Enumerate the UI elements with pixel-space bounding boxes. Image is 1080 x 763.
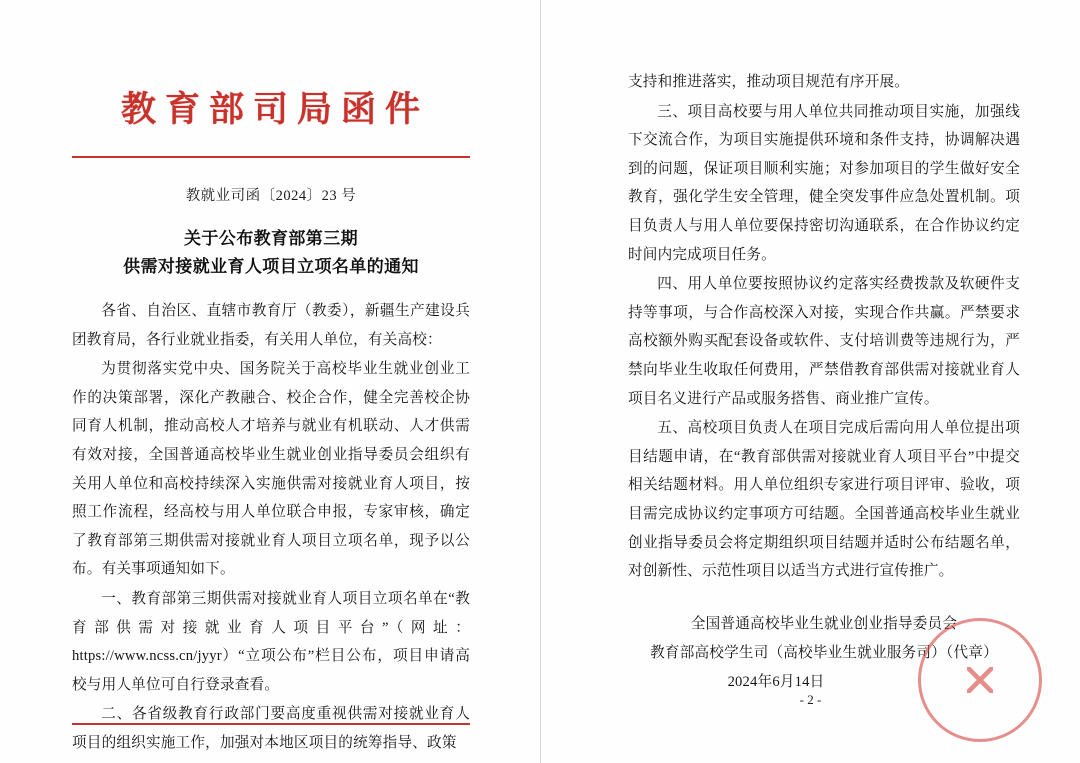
paragraph-item-4: 四、用人单位要按照协议约定落实经费拨款及软硬件支持等事项，与合作高校深入对接，实现合作共赢。严禁要求高校额外购买配套设备或软件、支付培训费等违规行为，严禁向毕业生收取任何费用，严禁借教育部供需对接就业育人项目名义进行产品或服务搭售、商业推广宣传。 (628, 276, 1020, 407)
paragraph-item-3: 三、项目高校要与用人单位共同推动项目实施，加强线下交流合作，为项目实施提供环境和条件支持，协调解决遇到的问题，保证项目顺利实施；对参加项目的学生做好安全教育，强化学生安全管理，健全突发事件应急处置机制。项目负责人与用人单位要保持密切沟通联系，在合作协议约定时间内完成项目任务。 (628, 103, 1020, 263)
paragraph-addressees: 各省、自治区、直辖市教育厅（教委），新疆生产建设兵团教育局，各行业就业指委，有关用人单位，有关高校： (72, 303, 470, 348)
paragraph-item-2-cont: 支持和推进落实，推动项目规范有序开展。 (628, 74, 910, 90)
paragraph-item-1: 一、教育部第三期供需对接就业育人项目立项名单在“教育部供需对接就业育人项目平台”（网址：https://www.ncss.cn/jyyr）“立项公布”栏目公布，项目申请高校与用人单位可自行登录查看。 (72, 591, 470, 693)
right-page-content (628, 68, 1020, 697)
footer-divider (72, 723, 470, 725)
document-number: 教就业司函〔2024〕23 号 (185, 188, 357, 204)
signature-block (628, 610, 1020, 698)
paragraph-preamble: 为贯彻落实党中央、国务院关于高校毕业生就业创业工作的决策部署，深化产教融合、校企合作，健全完善校企协同育人机制，推动高校人才培养与就业有机联动、人才供需有效对接，全国普通高校毕业生就业创业指导委员会组织有关用人单位和高校持续深入实施供需对接就业育人项目，按照工作流程，经高校与用人单位联合申报，专家审核，确定了教育部第三期供需对接就业育人项目立项名单，现予以公布。有关事项通知如下。 (72, 361, 470, 578)
right-body-text (628, 68, 1020, 586)
page-number: - 2 - (799, 692, 822, 707)
document-sheet-right (541, 0, 1080, 763)
paragraph-item-2: 二、各省级教育行政部门要高度重视供需对接就业育人项目的组织实施工作，加强对本地区项目的统筹指导、政策 (72, 706, 470, 751)
signature-date: 2024年6月14日 (727, 674, 825, 691)
document-masthead: 教育部司局函件 (120, 90, 429, 129)
signature-department: 教育部高校学生司（高校毕业生就业服务司）（代章） (650, 644, 998, 661)
document-title-line-1: 关于公布教育部第三期 (184, 229, 358, 248)
masthead-divider (72, 156, 470, 158)
document-title (72, 225, 470, 281)
document-title-line-2: 供需对接就业育人项目立项名单的通知 (123, 257, 419, 277)
left-page-content (72, 34, 470, 751)
paragraph-item-5: 五、高校项目负责人在项目完成后需向用人单位提出项目结题申请，在“教育部供需对接就业育人项目平台”中提交相关结题材料。用人单位组织专家进行项目评审、验收，项目需完成协议约定事项方可结题。全国普通高校毕业生就业创业指导委员会将定期组织项目结题并适时公布结题名单，对创新性、示范性项目以适当方式进行宣传推广。 (628, 420, 1020, 580)
signature-organization: 全国普通高校毕业生就业创业指导委员会 (690, 615, 958, 632)
left-body-text (72, 297, 470, 758)
